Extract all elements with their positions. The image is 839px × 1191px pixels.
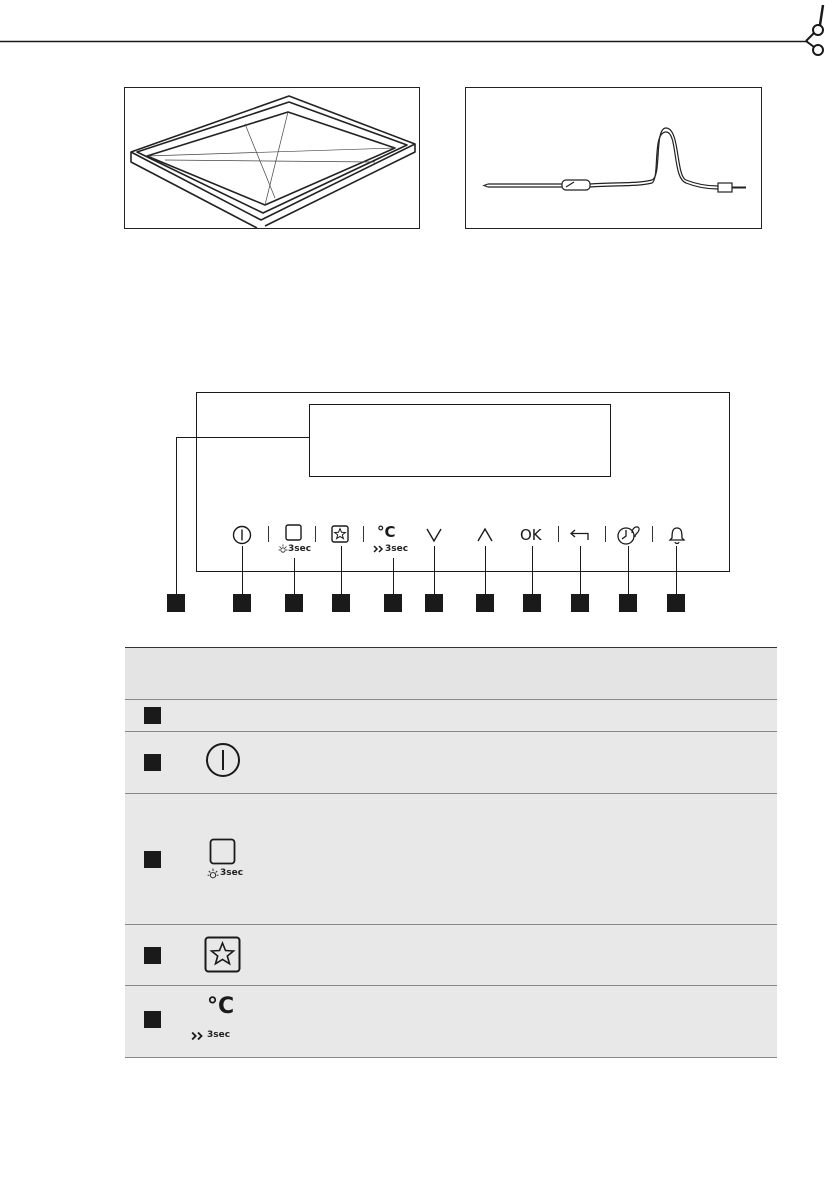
lamp-3sec-label: 3sec (220, 868, 244, 878)
row-marker (144, 947, 161, 964)
callout-marker (523, 594, 541, 612)
baking-tray-figure (124, 87, 420, 229)
callout-marker (619, 594, 637, 612)
callout-tick (242, 546, 243, 594)
separator (315, 526, 316, 542)
separator (558, 526, 559, 542)
callout-marker (425, 594, 443, 612)
callout-marker (571, 594, 589, 612)
callout-tick (341, 546, 342, 594)
on-off-icon (204, 741, 242, 779)
table-row (125, 700, 777, 732)
table-row (125, 986, 777, 1058)
back-arrow-icon[interactable] (569, 528, 591, 542)
temperature-button[interactable] (371, 523, 407, 557)
separator (652, 526, 653, 542)
display-leader-line (176, 437, 177, 595)
row-marker (144, 754, 161, 771)
callout-tick (628, 546, 629, 594)
row-marker (144, 851, 161, 868)
ok-icon[interactable]: OK (520, 526, 542, 544)
lamp-square-icon (209, 838, 237, 866)
core-temperature-sensor-drawing (466, 88, 761, 228)
table-row (125, 732, 777, 794)
table-row (125, 925, 777, 986)
separator (605, 526, 606, 542)
favourite-star-icon (204, 936, 242, 974)
cut-line (0, 0, 839, 60)
callout-tick (294, 558, 295, 594)
display-screen (309, 404, 611, 477)
callout-tick (532, 546, 533, 594)
fast-heat-icon (373, 545, 385, 553)
display-leader-line-h (176, 437, 310, 438)
baking-tray-drawing (125, 88, 419, 228)
lamp-3sec-label: 3sec (288, 544, 312, 554)
favourite-star-icon[interactable] (331, 525, 350, 544)
row-marker (144, 707, 161, 724)
callout-tick (434, 546, 435, 594)
callout-tick (485, 546, 486, 594)
callout-marker (285, 594, 303, 612)
scissors-icon (806, 5, 823, 55)
temperature-3sec-label: 3sec (385, 544, 409, 554)
light-icon (278, 544, 288, 554)
callout-marker (167, 594, 185, 612)
on-off-icon[interactable] (232, 525, 252, 545)
lamp-square-icon (285, 524, 303, 542)
separator (268, 526, 269, 542)
temperature-celsius-icon: °C (377, 523, 396, 541)
alarm-bell-icon[interactable] (668, 525, 686, 545)
fast-heat-icon (191, 1031, 205, 1041)
core-temperature-sensor-figure (465, 87, 762, 229)
separator (363, 526, 364, 542)
row-marker (144, 1011, 161, 1028)
lamp-button[interactable] (278, 524, 310, 556)
table-row (125, 794, 777, 925)
callout-tick (393, 558, 394, 594)
callout-marker (233, 594, 251, 612)
callout-marker (384, 594, 402, 612)
table-header (125, 647, 777, 700)
clock-options-icon[interactable] (616, 524, 642, 546)
light-icon (207, 868, 219, 880)
chevron-up-icon[interactable] (476, 527, 494, 543)
callout-marker (332, 594, 350, 612)
chevron-down-icon[interactable] (425, 527, 443, 543)
callout-tick (676, 546, 677, 594)
callout-tick (580, 546, 581, 594)
temperature-3sec-label: 3sec (207, 1030, 231, 1040)
temperature-celsius-icon: °C (207, 994, 235, 1019)
callout-marker (476, 594, 494, 612)
callout-marker (667, 594, 685, 612)
